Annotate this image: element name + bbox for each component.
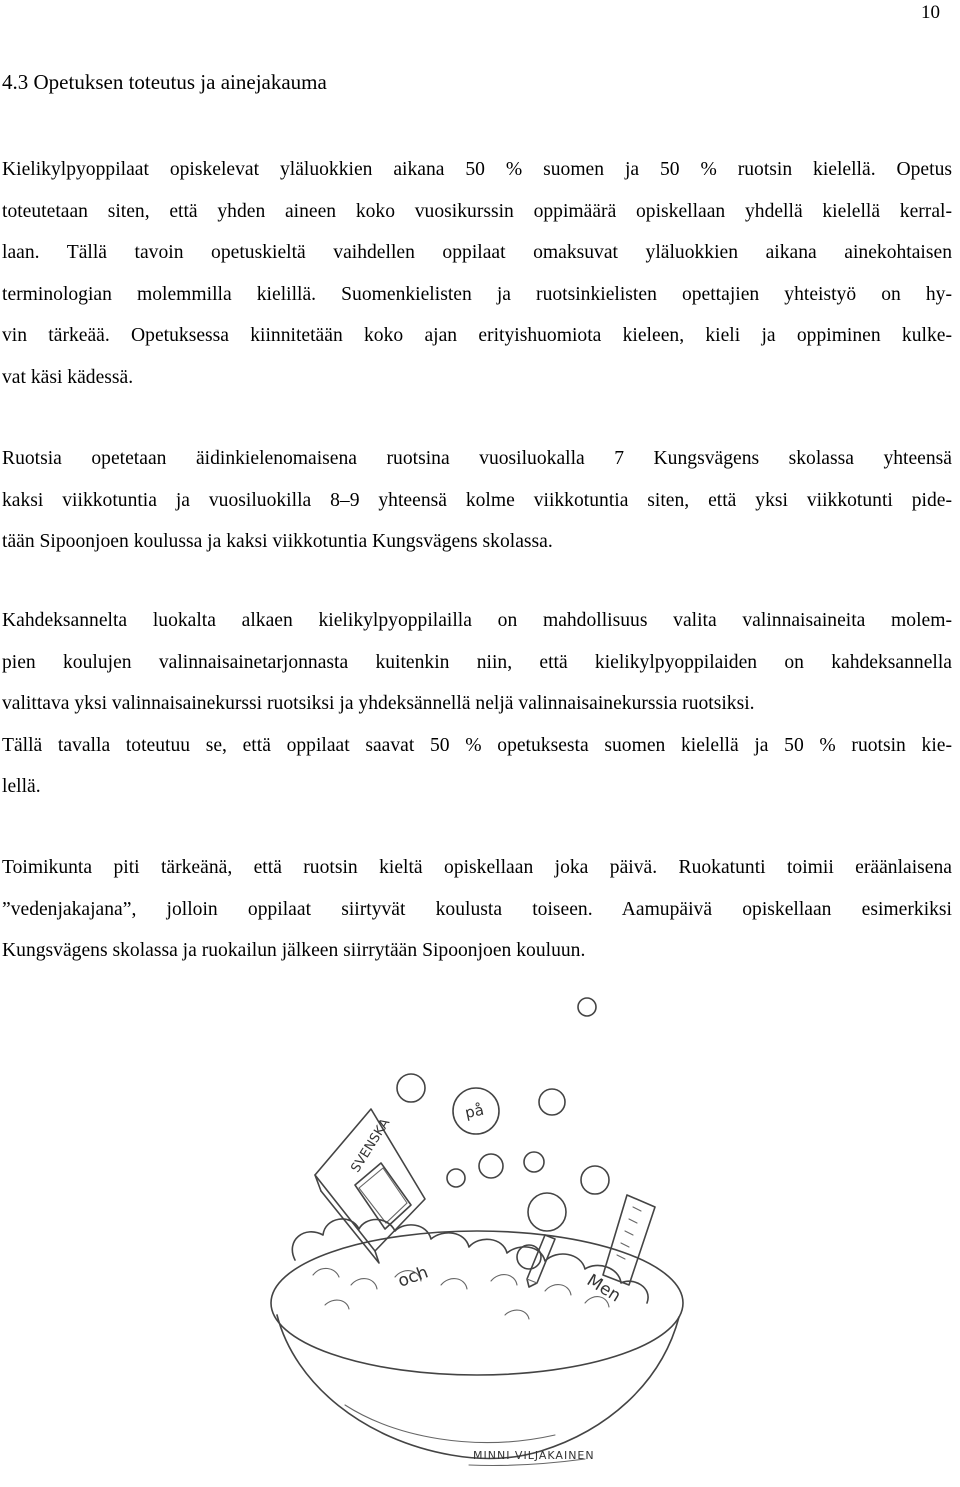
paragraph-line: lellä.	[2, 776, 41, 797]
paragraph-line: valittava yksi valinnaisainekurssi ruotsiksi ja yhdeksännellä neljä valinnaisainekurssia ruotsiksi.	[2, 693, 755, 714]
paragraph-line: ”vedenjakajana”, jolloin oppilaat siirtyvät koulusta toiseen. Aamupäivä opiskellaan esimerkiksi	[2, 898, 952, 920]
artist-signature: MINNI VILJAKAINEN	[473, 1449, 595, 1462]
bubble	[447, 1169, 465, 1187]
paragraph-line: Kahdeksannelta luokalta alkaen kielikylpyoppilailla on mahdollisuus valita valinnaisaineita molem-	[2, 610, 952, 631]
paragraph-line: Kielikylpyoppilaat opiskelevat yläluokkien aikana 50 % suomen ja 50 % ruotsin kielellä. Opetus	[2, 159, 952, 180]
book-svenska	[315, 1109, 425, 1263]
bubble	[528, 1193, 566, 1231]
bubble-word: på	[463, 1100, 486, 1123]
foam-word-left: och	[395, 1262, 431, 1292]
bubble	[524, 1152, 544, 1172]
bubble	[479, 1154, 503, 1178]
paragraph-line: pien koulujen valinnaisainetarjonnasta kuitenkin niin, että kielikylpyoppilaiden on kahdeksannella	[2, 651, 952, 673]
paragraph-line: toteutetaan siten, että yhden aineen koko vuosikurssin oppimäärä opiskellaan yhdellä kielellä kerral-	[2, 200, 952, 222]
bubble	[517, 1245, 541, 1269]
bubble	[581, 1166, 609, 1194]
section-heading: 4.3 Opetuksen toteutus ja ainejakauma	[2, 70, 327, 94]
book-title: SVENSKA	[348, 1116, 394, 1176]
paragraph-line: Tällä tavalla toteutuu se, että oppilaat saavat 50 % opetuksesta suomen kielellä ja 50 % ruotsin kie-	[2, 734, 952, 756]
paragraph-2	[2, 438, 952, 563]
paragraph-line: laan. Tällä tavoin opetuskieltä vaihdellen oppilaat omaksuvat yläluokkien aikana ainekohtaisen	[2, 242, 952, 263]
paragraph-3	[2, 600, 952, 808]
paragraph-line: vat käsi kädessä.	[2, 366, 134, 388]
bubbles	[397, 998, 609, 1269]
paragraph-line: tään Sipoonjoen koulussa ja kaksi viikkotuntia Kungsvägens skolassa.	[2, 531, 553, 552]
paragraph-line: terminologian molemmilla kielillä. Suomenkielisten ja ruotsinkielisten opettajien yhteistyö on hy-	[2, 283, 952, 305]
paragraph-line: kaksi viikkotuntia ja vuosiluokilla 8–9 yhteensä kolme viikkotuntia siten, että yksi viikkotunti pide-	[2, 489, 952, 511]
bowl	[271, 1231, 683, 1458]
paragraph-1	[2, 149, 952, 398]
paragraph-line: Toimikunta piti tärkeänä, että ruotsin kieltä opiskellaan joka päivä. Ruokatunti toimii eräänlaisena	[2, 857, 952, 878]
page-number: 10	[921, 2, 940, 23]
foam-word-right: Men	[583, 1270, 625, 1307]
foam	[292, 1219, 648, 1319]
paragraph-line: Ruotsia opetetaan äidinkielenomaisena ruotsina vuosiluokalla 7 Kungsvägens skolassa yhteensä	[2, 448, 952, 469]
ruler	[603, 1195, 655, 1285]
bubble	[578, 998, 596, 1016]
paragraph-line: vin tärkeää. Opetuksessa kiinnitetään koko ajan erityishuomiota kieleen, kieli ja oppiminen kulke-	[2, 325, 952, 346]
bubble	[397, 1074, 425, 1102]
bowl-illustration	[255, 985, 705, 1475]
bowl-drawing	[255, 985, 705, 1475]
paragraph-line: Kungsvägens skolassa ja ruokailun jälkeen siirrytään Sipoonjoen kouluun.	[2, 940, 586, 961]
bubble	[539, 1089, 565, 1115]
paragraph-4	[2, 847, 952, 972]
